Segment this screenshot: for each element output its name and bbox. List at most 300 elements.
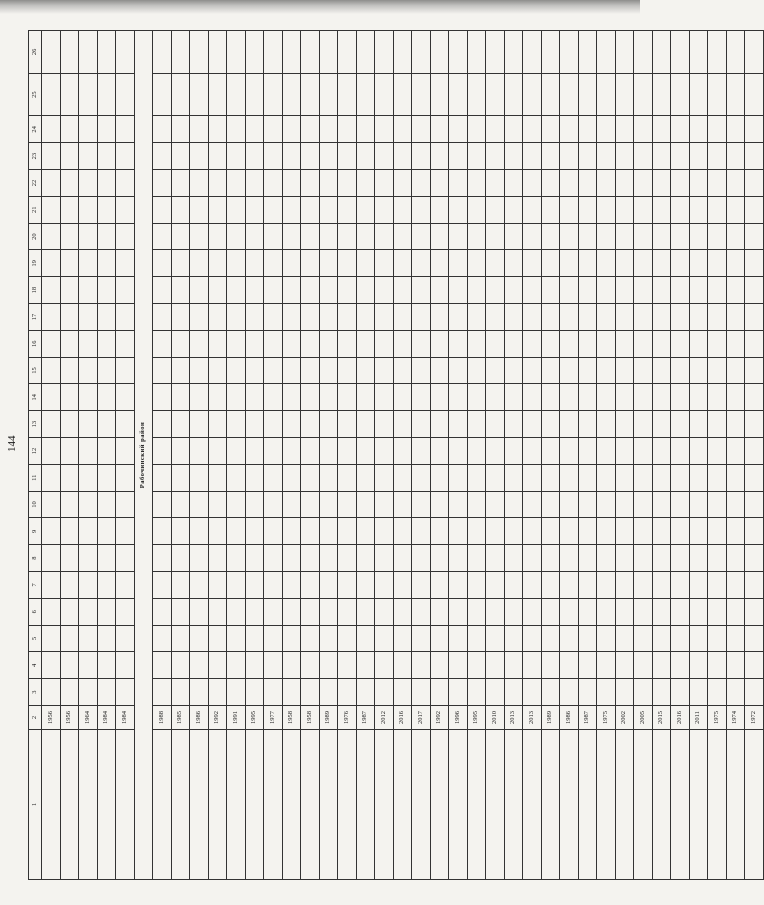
table-row (486, 31, 505, 880)
value-cell (745, 170, 764, 197)
value-cell (430, 384, 449, 411)
value-cell (634, 223, 653, 250)
value-cell (301, 223, 320, 250)
value-cell (282, 170, 301, 197)
value-cell (338, 357, 357, 384)
value-cell (208, 518, 227, 545)
value-cell (745, 598, 764, 625)
value-cell (560, 277, 579, 304)
value-cell (615, 223, 634, 250)
year-cell: 1958 (301, 706, 320, 730)
year-cell: 1986 (190, 706, 209, 730)
value-cell (541, 223, 560, 250)
value-cell (504, 679, 523, 706)
value-cell (541, 411, 560, 438)
value-cell (282, 304, 301, 331)
value-cell (356, 464, 375, 491)
table-row (504, 31, 523, 880)
year-cell: 1992 (430, 706, 449, 730)
value-cell (504, 625, 523, 652)
value-cell (116, 545, 135, 572)
year-cell: 1984 (116, 706, 135, 730)
value-cell (208, 438, 227, 465)
value-cell (745, 438, 764, 465)
value-cell (523, 384, 542, 411)
column-number: 14 (29, 384, 42, 411)
value-cell (356, 304, 375, 331)
value-cell (190, 196, 209, 223)
value-cell (42, 438, 61, 465)
value-cell (615, 545, 634, 572)
value-cell (190, 572, 209, 599)
value-cell (541, 518, 560, 545)
value-cell (375, 652, 394, 679)
column-number: 6 (29, 598, 42, 625)
value-cell (42, 464, 61, 491)
value-cell (745, 545, 764, 572)
value-cell (560, 223, 579, 250)
value-cell (523, 116, 542, 143)
value-cell (208, 277, 227, 304)
address-cell (504, 730, 523, 880)
value-cell (615, 491, 634, 518)
value-cell (264, 464, 283, 491)
value-cell (393, 464, 412, 491)
value-cell (190, 170, 209, 197)
value-cell (245, 652, 264, 679)
column-number: 25 (29, 73, 42, 116)
section-row (134, 31, 153, 880)
value-cell (578, 464, 597, 491)
value-cell (578, 116, 597, 143)
value-cell (689, 679, 708, 706)
value-cell (578, 357, 597, 384)
value-cell (60, 572, 79, 599)
value-cell (97, 545, 116, 572)
value-cell (486, 170, 505, 197)
value-cell (190, 438, 209, 465)
value-cell (338, 304, 357, 331)
value-cell (412, 223, 431, 250)
value-cell (264, 572, 283, 599)
value-cell (745, 116, 764, 143)
table-row (597, 31, 616, 880)
value-cell (430, 464, 449, 491)
year-cell: 2013 (523, 706, 542, 730)
year-cell: 1995 (467, 706, 486, 730)
value-cell (153, 250, 172, 277)
value-cell (264, 304, 283, 331)
value-cell (208, 464, 227, 491)
value-cell (449, 518, 468, 545)
value-cell (208, 143, 227, 170)
value-cell (282, 330, 301, 357)
value-cell (153, 464, 172, 491)
value-cell (338, 330, 357, 357)
value-cell (338, 31, 357, 74)
value-cell (264, 277, 283, 304)
value-cell (245, 330, 264, 357)
value-cell (282, 31, 301, 74)
value-cell (726, 143, 745, 170)
value-cell (467, 330, 486, 357)
value-cell (467, 625, 486, 652)
value-cell (393, 304, 412, 331)
value-cell (634, 116, 653, 143)
value-cell (689, 277, 708, 304)
table-row (634, 31, 653, 880)
value-cell (708, 277, 727, 304)
value-cell (264, 598, 283, 625)
value-cell (467, 518, 486, 545)
value-cell (208, 411, 227, 438)
value-cell (264, 250, 283, 277)
address-cell (42, 730, 61, 880)
value-cell (486, 196, 505, 223)
address-cell (393, 730, 412, 880)
value-cell (541, 625, 560, 652)
value-cell (430, 652, 449, 679)
value-cell (578, 330, 597, 357)
value-cell (264, 518, 283, 545)
value-cell (504, 384, 523, 411)
value-cell (356, 357, 375, 384)
value-cell (634, 598, 653, 625)
value-cell (227, 223, 246, 250)
value-cell (541, 170, 560, 197)
value-cell (393, 545, 412, 572)
table-row (208, 31, 227, 880)
value-cell (467, 116, 486, 143)
value-cell (319, 357, 338, 384)
address-cell (319, 730, 338, 880)
value-cell (708, 196, 727, 223)
value-cell (171, 625, 190, 652)
address-cell (560, 730, 579, 880)
value-cell (208, 625, 227, 652)
value-cell (708, 598, 727, 625)
value-cell (116, 250, 135, 277)
value-cell (449, 464, 468, 491)
address-cell (541, 730, 560, 880)
value-cell (615, 330, 634, 357)
value-cell (412, 330, 431, 357)
value-cell (689, 223, 708, 250)
value-cell (671, 438, 690, 465)
value-cell (42, 625, 61, 652)
value-cell (171, 679, 190, 706)
year-cell: 2011 (689, 706, 708, 730)
value-cell (60, 438, 79, 465)
value-cell (245, 572, 264, 599)
value-cell (319, 170, 338, 197)
value-cell (504, 464, 523, 491)
year-cell: 1987 (578, 706, 597, 730)
value-cell (523, 250, 542, 277)
value-cell (171, 357, 190, 384)
value-cell (97, 652, 116, 679)
value-cell (578, 304, 597, 331)
value-cell (264, 438, 283, 465)
column-number: 20 (29, 223, 42, 250)
value-cell (60, 652, 79, 679)
value-cell (116, 598, 135, 625)
value-cell (708, 31, 727, 74)
value-cell (356, 652, 375, 679)
value-cell (671, 384, 690, 411)
value-cell (79, 250, 98, 277)
value-cell (153, 411, 172, 438)
value-cell (412, 625, 431, 652)
value-cell (227, 304, 246, 331)
table-row (393, 31, 412, 880)
value-cell (393, 572, 412, 599)
value-cell (689, 598, 708, 625)
value-cell (116, 625, 135, 652)
table-row (190, 31, 209, 880)
year-cell: 1987 (356, 706, 375, 730)
value-cell (190, 411, 209, 438)
value-cell (79, 330, 98, 357)
value-cell (116, 357, 135, 384)
value-cell (412, 572, 431, 599)
value-cell (301, 143, 320, 170)
value-cell (689, 170, 708, 197)
year-cell: 1976 (338, 706, 357, 730)
value-cell (467, 304, 486, 331)
value-cell (264, 411, 283, 438)
value-cell (245, 545, 264, 572)
value-cell (412, 143, 431, 170)
value-cell (282, 545, 301, 572)
value-cell (671, 491, 690, 518)
value-cell (486, 357, 505, 384)
value-cell (171, 491, 190, 518)
table-row (245, 31, 264, 880)
value-cell (504, 411, 523, 438)
value-cell (671, 223, 690, 250)
value-cell (227, 464, 246, 491)
value-cell (634, 330, 653, 357)
value-cell (338, 652, 357, 679)
value-cell (671, 545, 690, 572)
value-cell (541, 116, 560, 143)
value-cell (264, 116, 283, 143)
value-cell (430, 223, 449, 250)
value-cell (430, 625, 449, 652)
year-cell: 2016 (671, 706, 690, 730)
value-cell (560, 598, 579, 625)
value-cell (615, 652, 634, 679)
value-cell (634, 250, 653, 277)
value-cell (282, 625, 301, 652)
value-cell (42, 518, 61, 545)
column-number: 12 (29, 438, 42, 465)
value-cell (504, 73, 523, 116)
value-cell (504, 357, 523, 384)
value-cell (541, 438, 560, 465)
year-cell: 1991 (227, 706, 246, 730)
value-cell (116, 31, 135, 74)
address-cell (615, 730, 634, 880)
value-cell (319, 384, 338, 411)
value-cell (375, 464, 394, 491)
value-cell (301, 277, 320, 304)
value-cell (245, 518, 264, 545)
value-cell (208, 116, 227, 143)
value-cell (449, 384, 468, 411)
value-cell (726, 170, 745, 197)
value-cell (375, 411, 394, 438)
value-cell (245, 116, 264, 143)
value-cell (652, 652, 671, 679)
value-cell (301, 73, 320, 116)
value-cell (375, 170, 394, 197)
value-cell (319, 250, 338, 277)
value-cell (523, 625, 542, 652)
value-cell (449, 491, 468, 518)
year-cell: 2015 (652, 706, 671, 730)
table-row (171, 31, 190, 880)
value-cell (708, 518, 727, 545)
column-number: 18 (29, 277, 42, 304)
value-cell (597, 170, 616, 197)
value-cell (449, 545, 468, 572)
value-cell (375, 116, 394, 143)
value-cell (245, 73, 264, 116)
value-cell (467, 438, 486, 465)
value-cell (97, 625, 116, 652)
value-cell (541, 277, 560, 304)
value-cell (42, 250, 61, 277)
value-cell (264, 330, 283, 357)
value-cell (652, 31, 671, 74)
value-cell (597, 438, 616, 465)
value-cell (578, 223, 597, 250)
value-cell (79, 384, 98, 411)
value-cell (486, 31, 505, 74)
value-cell (430, 73, 449, 116)
value-cell (393, 170, 412, 197)
value-cell (634, 143, 653, 170)
value-cell (356, 384, 375, 411)
value-cell (597, 679, 616, 706)
value-cell (726, 464, 745, 491)
value-cell (449, 625, 468, 652)
value-cell (245, 143, 264, 170)
value-cell (504, 598, 523, 625)
value-cell (97, 170, 116, 197)
address-cell (245, 730, 264, 880)
address-cell (708, 730, 727, 880)
value-cell (597, 73, 616, 116)
value-cell (430, 143, 449, 170)
value-cell (393, 116, 412, 143)
value-cell (726, 438, 745, 465)
value-cell (319, 464, 338, 491)
value-cell (42, 679, 61, 706)
value-cell (60, 143, 79, 170)
value-cell (430, 679, 449, 706)
value-cell (79, 411, 98, 438)
value-cell (338, 411, 357, 438)
value-cell (412, 438, 431, 465)
value-cell (486, 143, 505, 170)
value-cell (301, 464, 320, 491)
value-cell (652, 438, 671, 465)
value-cell (560, 73, 579, 116)
value-cell (486, 330, 505, 357)
value-cell (560, 170, 579, 197)
value-cell (745, 625, 764, 652)
value-cell (319, 679, 338, 706)
column-number: 26 (29, 31, 42, 74)
value-cell (97, 330, 116, 357)
value-cell (671, 625, 690, 652)
table-row (449, 31, 468, 880)
value-cell (60, 250, 79, 277)
value-cell (449, 438, 468, 465)
value-cell (338, 545, 357, 572)
value-cell (338, 223, 357, 250)
value-cell (634, 170, 653, 197)
value-cell (79, 572, 98, 599)
value-cell (393, 357, 412, 384)
address-cell (467, 730, 486, 880)
value-cell (430, 545, 449, 572)
value-cell (745, 31, 764, 74)
table-row (319, 31, 338, 880)
value-cell (208, 170, 227, 197)
value-cell (190, 73, 209, 116)
value-cell (97, 384, 116, 411)
value-cell (652, 357, 671, 384)
value-cell (467, 598, 486, 625)
value-cell (486, 116, 505, 143)
value-cell (282, 411, 301, 438)
value-cell (597, 545, 616, 572)
value-cell (393, 438, 412, 465)
value-cell (430, 170, 449, 197)
value-cell (652, 73, 671, 116)
value-cell (578, 411, 597, 438)
value-cell (467, 223, 486, 250)
value-cell (282, 250, 301, 277)
value-cell (578, 652, 597, 679)
value-cell (745, 250, 764, 277)
value-cell (375, 223, 394, 250)
value-cell (338, 491, 357, 518)
value-cell (412, 250, 431, 277)
value-cell (356, 411, 375, 438)
table-row (541, 31, 560, 880)
table-row (227, 31, 246, 880)
value-cell (726, 652, 745, 679)
value-cell (97, 679, 116, 706)
value-cell (467, 411, 486, 438)
value-cell (560, 679, 579, 706)
value-cell (79, 438, 98, 465)
value-cell (486, 73, 505, 116)
value-cell (227, 143, 246, 170)
value-cell (116, 464, 135, 491)
value-cell (615, 304, 634, 331)
value-cell (523, 223, 542, 250)
value-cell (190, 679, 209, 706)
value-cell (208, 384, 227, 411)
value-cell (264, 357, 283, 384)
value-cell (301, 518, 320, 545)
